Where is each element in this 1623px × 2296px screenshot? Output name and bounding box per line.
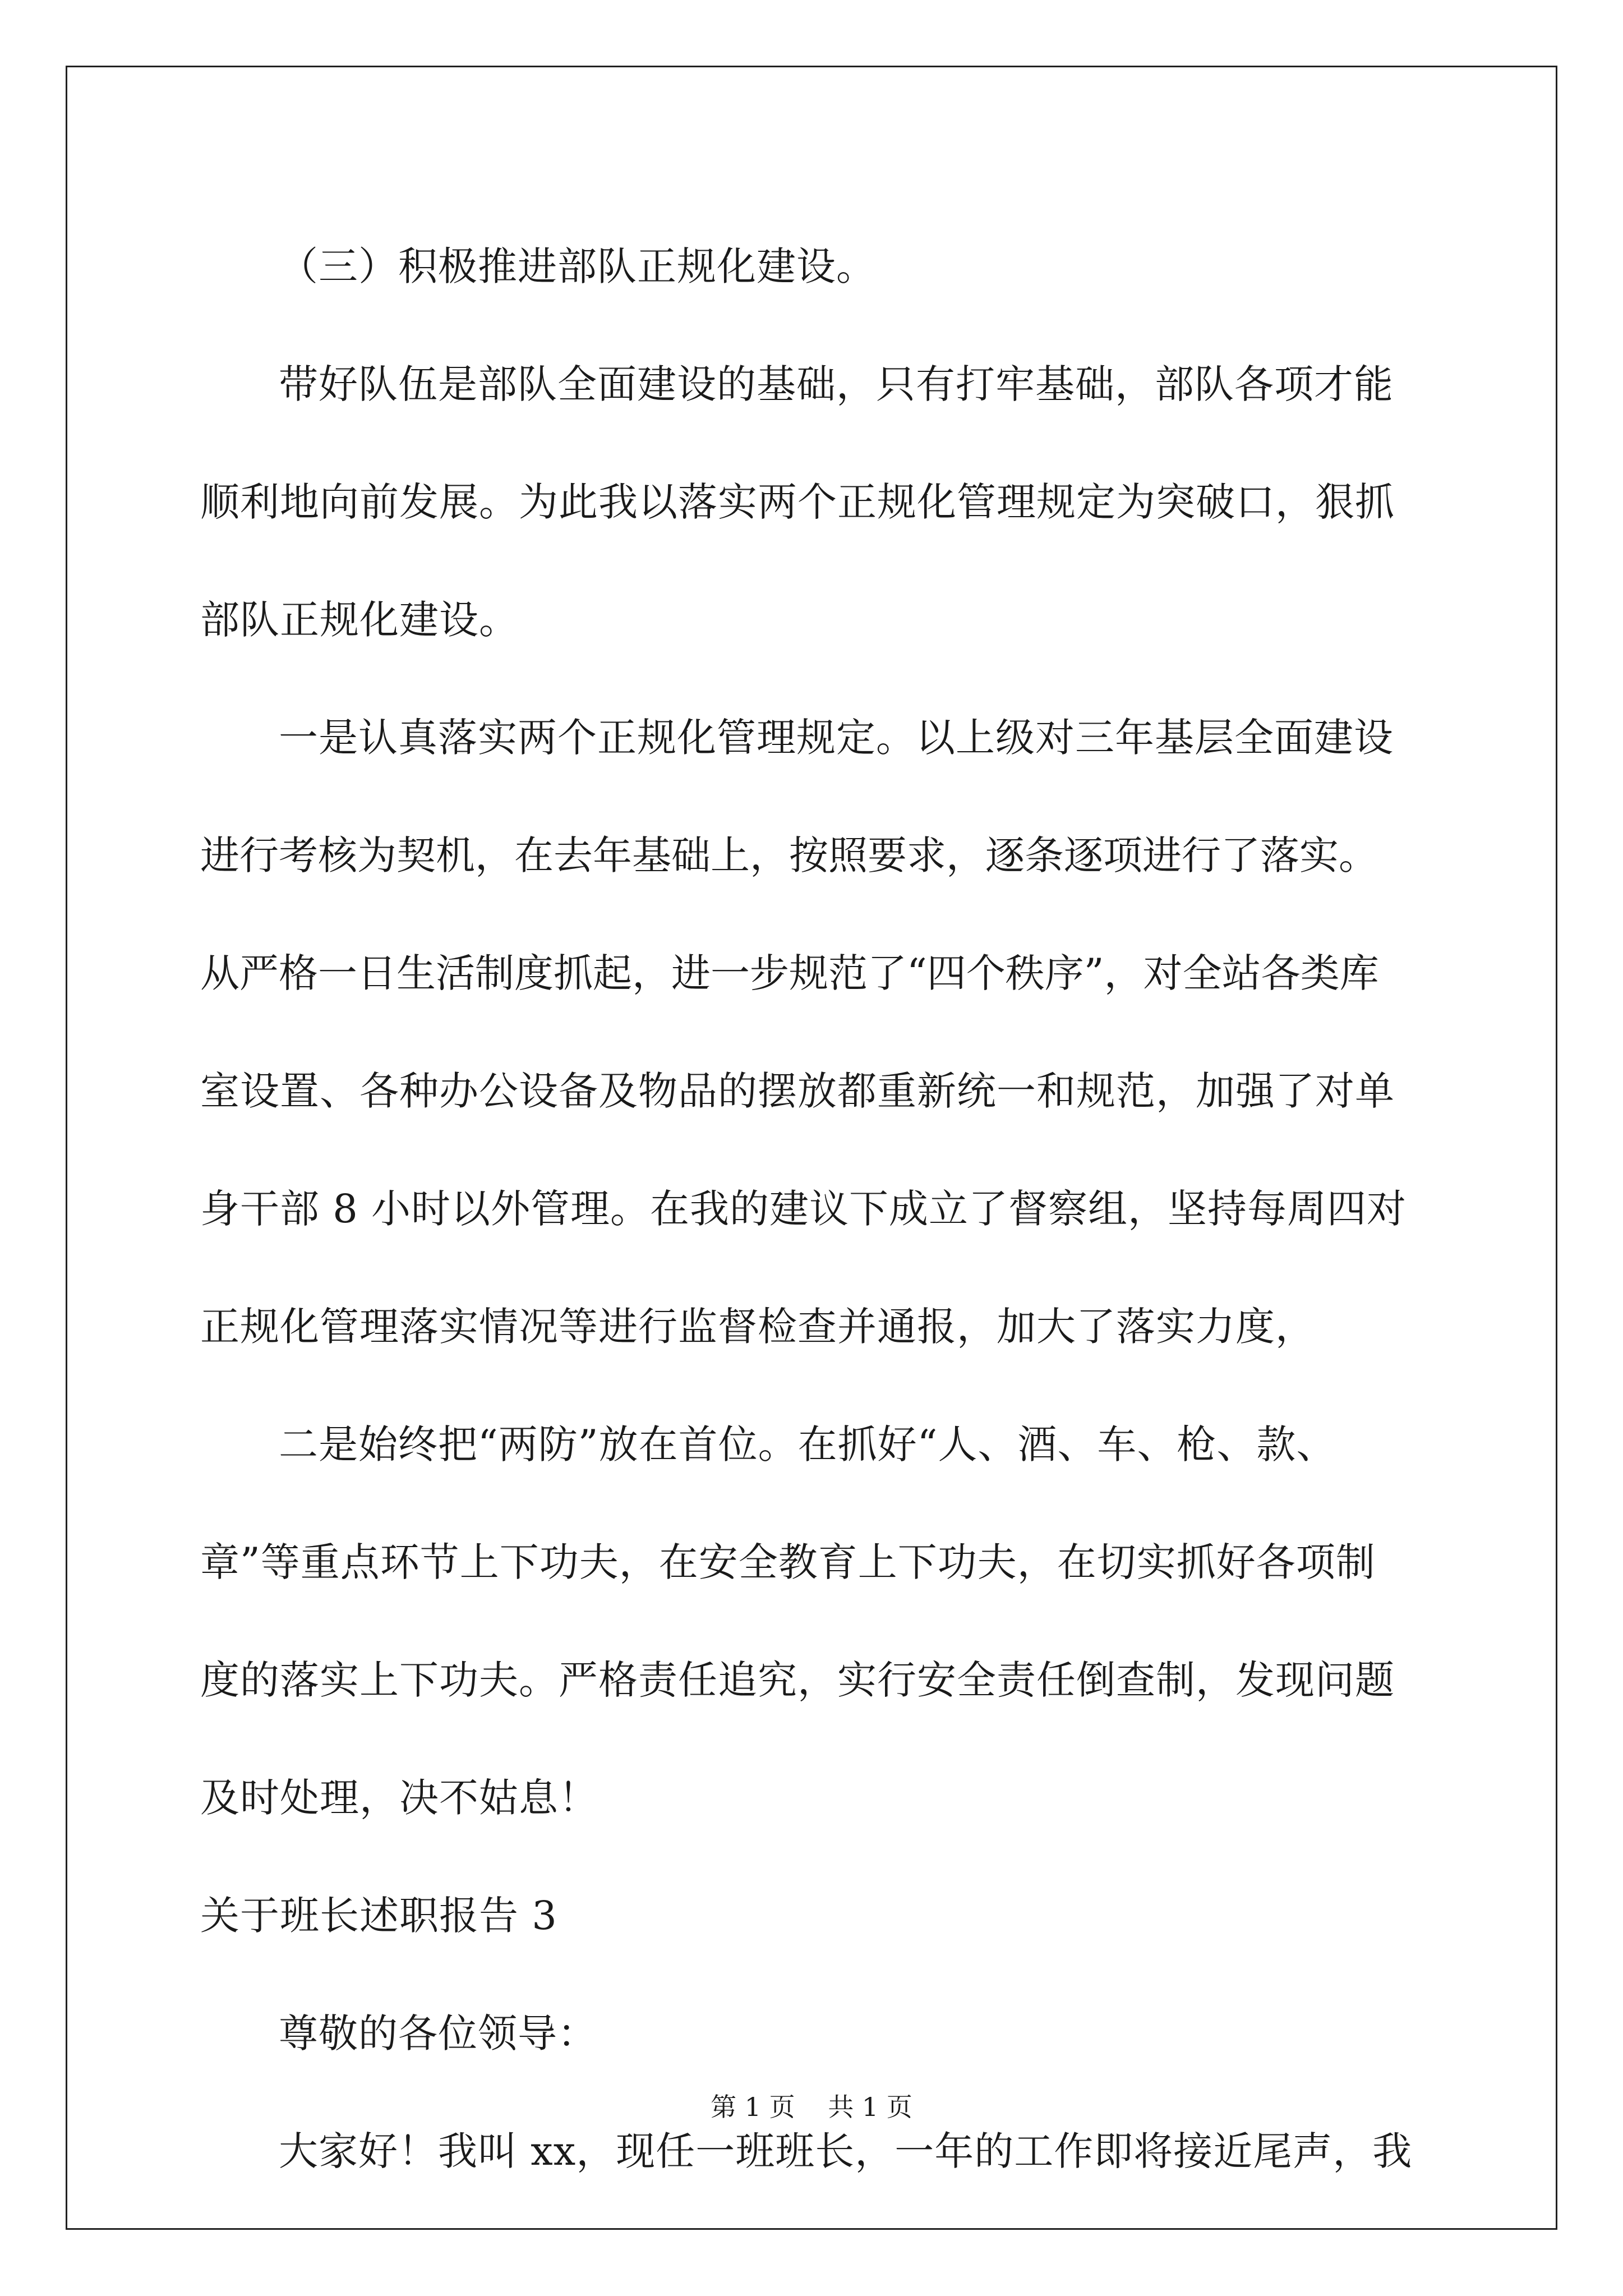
paragraph-line: 度的落实上下功夫。严格责任追究，实行安全责任倒查制，发现问题 [200, 1657, 1395, 1703]
paragraph-line: 从严格一日生活制度抓起，进一步规范了“四个秩序”，对全站各类库 [200, 950, 1379, 996]
paragraph-line: 顺利地向前发展。为此我以落实两个正规化管理规定为突破口，狠抓 [200, 479, 1395, 525]
paragraph-line: 二是始终把“两防”放在首位。在抓好“人、酒、车、枪、款、 [279, 1421, 1336, 1467]
page-total: 共 1 页 [828, 2092, 912, 2122]
document-body [200, 208, 1426, 2210]
paragraph-line: 室设置、各种办公设备及物品的摆放都重新统一和规范，加强了对单 [200, 1068, 1395, 1114]
report-title: 关于班长述职报告 3 [200, 1893, 557, 1939]
paragraph-line: 大家好！我叫 xx，现任一班班长，一年的工作即将接近尾声，我 [279, 2128, 1413, 2174]
salutation: 尊敬的各位领导： [279, 2010, 597, 2056]
section-heading: （三）积极推进部队正规化建设。 [279, 243, 876, 289]
paragraph-line: 一是认真落实两个正规化管理规定。以上级对三年基层全面建设 [279, 715, 1394, 761]
page-number: 第 1 页 [711, 2092, 795, 2122]
paragraph-line: 及时处理，决不姑息！ [200, 1775, 598, 1821]
paragraph-line: 身干部 8 小时以外管理。在我的建议下成立了督察组，坚持每周四对 [200, 1186, 1407, 1232]
paragraph-line: 正规化管理落实情况等进行监督检查并通报，加大了落实力度， [200, 1304, 1315, 1350]
paragraph-line: 章”等重点环节上下功夫，在安全教育上下功夫，在切实抓好各项制 [200, 1539, 1376, 1585]
paragraph-line: 带好队伍是部队全面建设的基础，只有打牢基础，部队各项才能 [279, 361, 1394, 407]
paragraph-line: 进行考核为契机，在去年基础上，按照要求，逐条逐项进行了落实。 [200, 832, 1378, 878]
page-footer [0, 2087, 1623, 2124]
paragraph-line: 部队正规化建设。 [200, 597, 519, 643]
